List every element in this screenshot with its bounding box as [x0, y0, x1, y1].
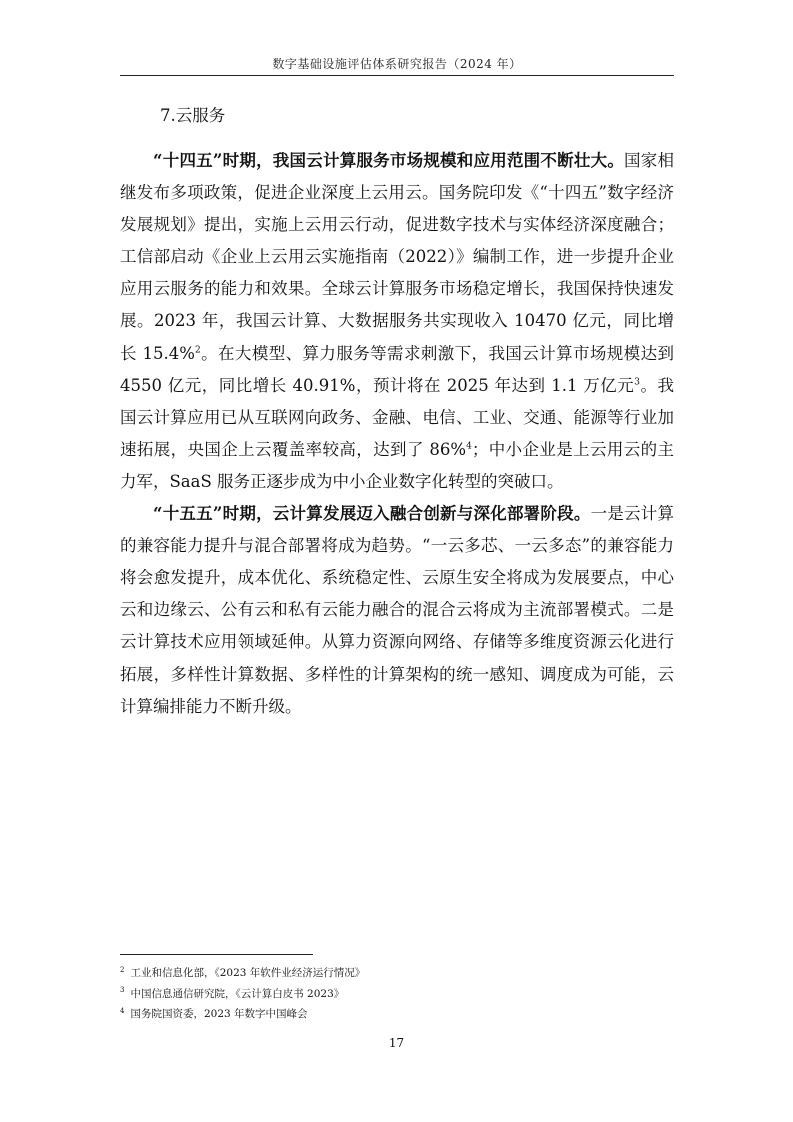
- footnote-text: 国务院国资委，2023 年数字中国峰会: [130, 1008, 308, 1020]
- body-text: [120, 145, 674, 723]
- footnote-mark: 3: [120, 986, 125, 994]
- paragraph-lead: “十四五”时期，我国云计算服务市场规模和应用范围不断壮大。: [153, 151, 625, 170]
- footnote-mark: 4: [120, 1006, 125, 1015]
- footnote-mark: 2: [120, 965, 125, 974]
- paragraph-text: ；中小企业是上云用云的主力军，SaaS 服务正逐步成为中小企业数字化转型的突破口。: [120, 439, 675, 491]
- footnote-divider: [120, 954, 313, 955]
- section-heading: 7.云服务: [160, 106, 226, 125]
- paragraph-text: 。我国云计算应用已从互联网向政务、金融、电信、工业、交通、能源等行业加速拓展，央国企上云覆盖率较高，达到了 86%: [120, 375, 675, 459]
- paragraph-text: 。在大模型、算力服务等需求刺激下，我国云计算市场规模达到 4550 亿元，同比增长 40.91%，预计将在 2025 年达到 1.1 万亿元: [120, 343, 674, 395]
- footnote: [120, 1004, 674, 1025]
- paragraph-cloud-15th-five-year: [120, 498, 674, 723]
- footnote-ref[interactable]: 4: [466, 441, 472, 452]
- footnote-ref[interactable]: 2: [194, 345, 201, 356]
- footnote-text: 工业和信息化部，《2023 年软件业经济运行情况》: [130, 967, 366, 979]
- paragraph-lead: “十五五”时期，云计算发展迈入融合创新与深化部署阶段。: [153, 504, 591, 524]
- paragraph-text: 一是云计算的兼容能力提升与混合部署将成为趋势。“一云多芯、一云多态”的兼容能力将会愈发提升，成本优化、系统稳定性、云原生安全将成为发展要点，中心云和边缘云、公有云和私有云能力融合的混合云将成为主流部署模式。二是云计算技术应用领域延伸。从算力资源向网络、存储等多维度资源云化进行拓展，多样性计算数据、多样性的计算架构的统一感知、调度成为可能，云计算编排能力不断升级。: [120, 504, 674, 716]
- footnote: [120, 984, 674, 1005]
- footnote-ref[interactable]: 3: [634, 377, 640, 388]
- footnote: [120, 963, 674, 984]
- footnote-text: 中国信息通信研究院，《云计算白皮书 2023》: [130, 987, 345, 1000]
- running-header: 数字基础设施评估体系研究报告（2024 年）: [272, 57, 522, 71]
- footnotes: [120, 963, 674, 1025]
- page-number: 17: [388, 1036, 405, 1050]
- paragraph-cloud-14th-five-year: [120, 145, 674, 498]
- paragraph-text: 国家相继发布多项政策，促进企业深度上云用云。国务院印发《“十四五”数字经济发展规划》提出，实施上云用云行动，促进数字技术与实体经济深度融合；工信部启动《企业上云用云实施指南（2022）》编制工作，进一步提升企业应用云服务的能力和效果。全球云计算服务市场稳定增长，我国保持快速发展。2023 年，我国云计算、大数据服务共实现收入 10470 亿元，同比增长 15.4%: [120, 151, 674, 363]
- header-divider: [120, 75, 674, 76]
